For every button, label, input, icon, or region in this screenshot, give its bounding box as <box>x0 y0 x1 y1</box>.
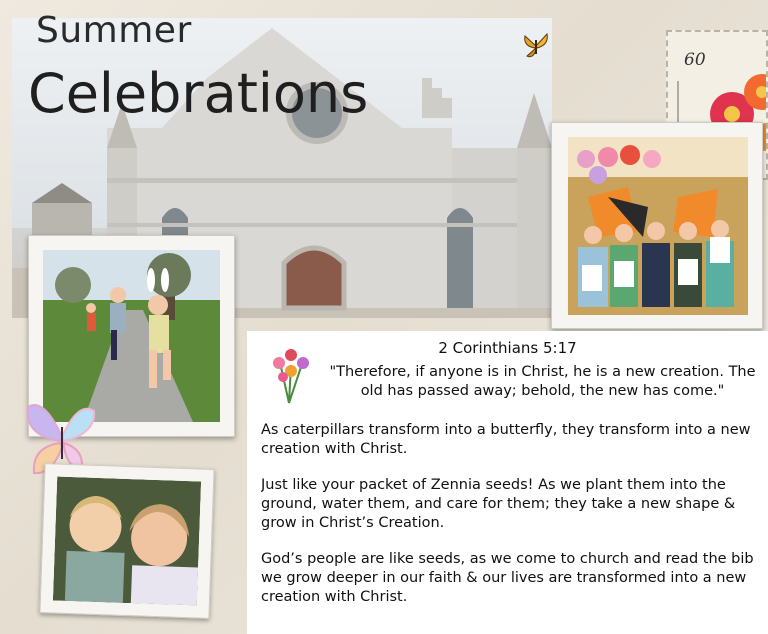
paragraph-seeds: Just like your packet of Zennia seeds! As we plant them into the ground, water them, and care for them; they take a new shape & grow in Christ’s Creation. <box>261 477 736 531</box>
children-photo <box>568 137 748 315</box>
stamp-value: 60 <box>684 50 706 70</box>
verse-quote: "Therefore, if anyone is in Christ, he is a new creation. The old has passed away; behold, the new has come." <box>329 364 756 399</box>
paragraph-gods-people: God’s people are like seeds, as we come to church and read the bib we grow deeper in our faith & our lives are transformed into a new creation with Christ. <box>261 551 754 605</box>
verse-panel <box>247 331 768 634</box>
children-photo-frame <box>551 122 763 329</box>
verse-reference: 2 Corinthians 5:17 <box>438 339 577 357</box>
flower-bouquet-icon <box>269 345 313 405</box>
family-photo-frame <box>39 463 214 619</box>
title-summer: Summer <box>36 10 192 51</box>
title-celebrations: Celebrations <box>28 62 369 125</box>
butterfly-icon <box>523 30 549 62</box>
family-photo <box>53 477 201 606</box>
paragraph-caterpillars: As caterpillars transform into a butterfly, they transform into a new creation with Christ. <box>261 422 751 457</box>
